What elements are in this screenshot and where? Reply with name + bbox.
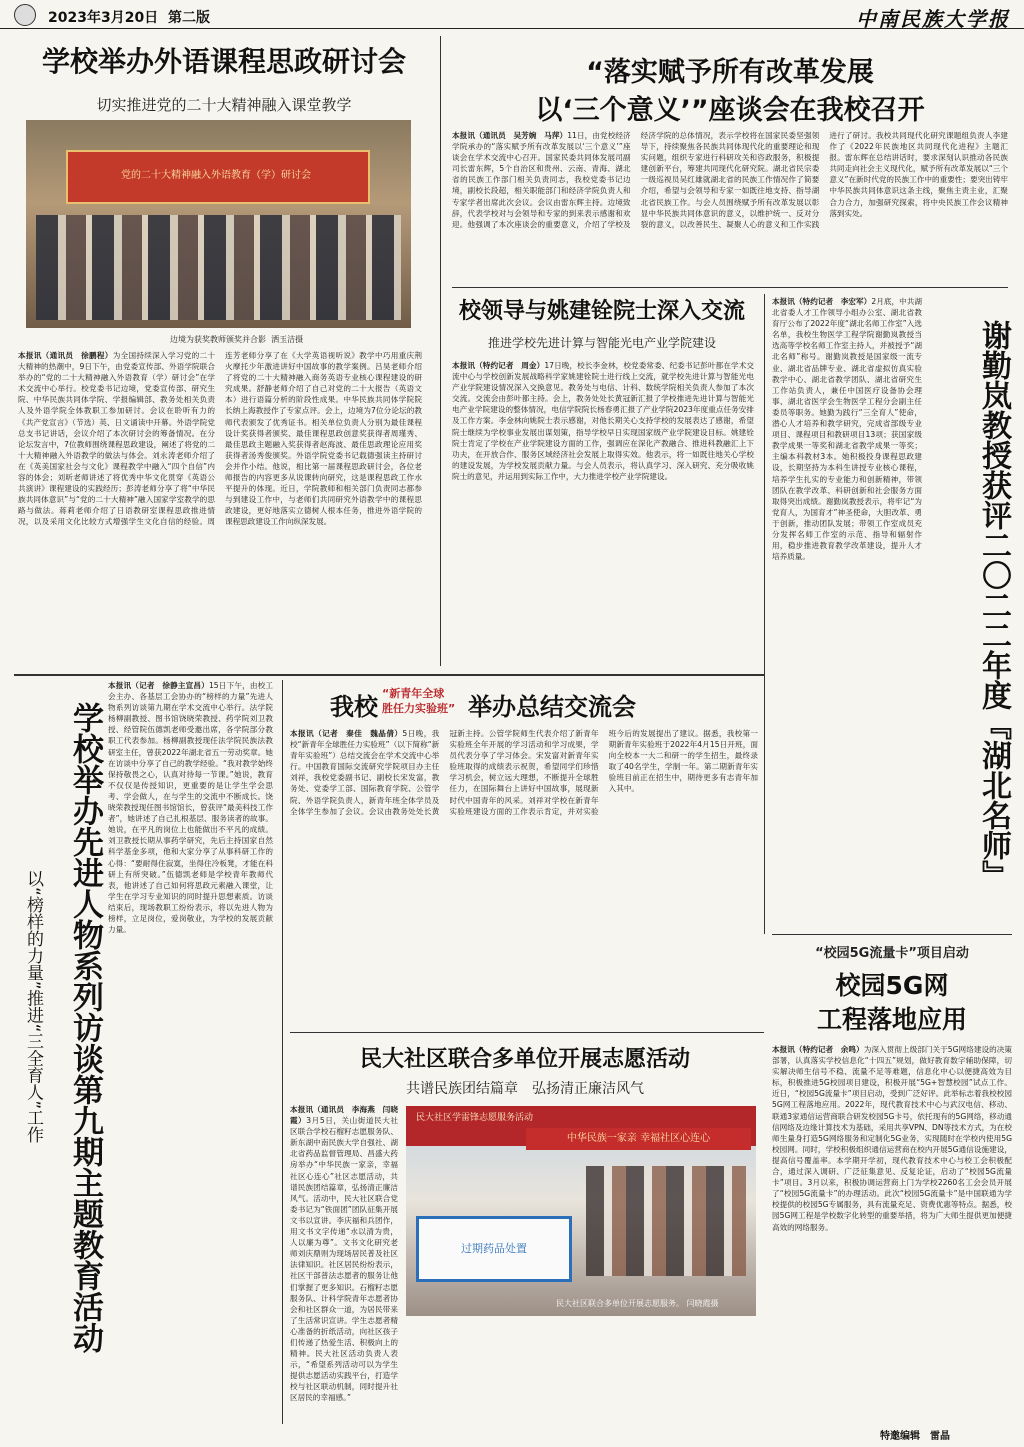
article2-byline: 本报讯（通讯员 吴芳婉 马萍） xyxy=(452,131,568,140)
column-divider xyxy=(764,294,765,934)
photo-people xyxy=(36,215,401,320)
article3-subtitle: 推进学校先进计算与智能光电产业学院建设 xyxy=(487,336,716,350)
article8-byline: 本报讯（特约记者 余鸣） xyxy=(772,1045,864,1054)
article1-body xyxy=(18,350,422,668)
article1-text: 为全国持续深入学习党的二十大精神的热潮中，9日下午，由党委宣传部、外语学院联合举办的“党的二十大精神融入外语教育（学）研讨会”在学术交流中心举行。校党委书记边境，党委宣传部、研究生院、中华民族共同体学院、学报编辑部、教务处相关负责人及外语学院全体教职工参加研讨。会议在聆听有力的《共产党宣言》（节选）英、日文诵读中开幕。外语学院党总支书记讲话，会议介绍了本次研讨会的筹备情况。在分论坛发言中，7位教师围绕课程思政建设，阐述了将党的二十大精神融入外语教学的做法与体会。刘永涛老师介绍了在《英美国家社会与文化》课程教学中融入“四个自信”内容的体会；刘昕老师讲述了将优秀中华文化贯穿《英语公共演讲》课程建设的实践经历；彭涛老师分享了将“中华民族共同体意识”与“党的二十大精神”融入国家学室教学的思路与做法。蒋莉老师介绍了日语教研室课程思政推进情况，以及采用文化比较方式增强学生文化自信的经验。周连芳老师分享了在《大学英语视听说》教学中巧用重庆荆火摩托少年激进讲好中国故事的教学案例。吕昊老师介绍了将党的二十大精神融入商务英语专业核心课程建设的研究成果。舒静老师介绍了自己对党的二十大报告（英语文本）进行语篇分析的阶段性成果。中华民族共同体学院院长纳上海教授作了专家点评。会上，边境为7位分论坛的教师代表颁发了优秀证书。相关单位负责人分别为最佳课程设计奖获得者颁奖、最佳课程思政创意奖获得者周瑾秀、最佳思政主题融入奖获得者赵海波、最佳思政理论应用奖获得者汤秀俊颁奖。外语学院党委书记载德强读主持研讨会并作小结。他说，相比第一届课程思政研讨会，各位老师报告的内容更多从说课转向研究，这是课程思政工作水平提升的体现。近日，学院教师和相关部门负责同志都参与到建设工作中，与老师们共同研究外语教学中的课程思政建设，更好地落实立德树人根本任务，推进外语学院的课程思政建设工作向纵深发展。 xyxy=(18,351,422,527)
article3-body xyxy=(452,360,754,662)
article3-title: 校领导与姚建铨院士深入交流 xyxy=(458,299,745,324)
article6-byline: 本报讯（记者 秦佳 魏晶倩） xyxy=(290,729,403,738)
article2-text: 11日，由党校经济学院承办的“落实赋予所有改革发展以‘三个意义’”座谈会在学术交流中心召开。国家民委共同体发展司副司长雷东辉，5个自治区和贵州、云南、青海、湖北省的民族工作部门相关负责同志，我校党委书记边境，副校长段超，相关职能部门和经济学院负责人和专家学者出席此次会议。会议由雷东辉主持。边境致辞，代表学校对与会领导和专家的到来表示感谢和欢迎。他强调了本次座谈会的重要意义，介绍了学校及经济学院的总体情况，表示学校将在国家民委坚强领导下，持续聚焦各民族共同体现代化的重要理论和现实问题，组织专家进行科研攻关和咨政服务，积极提建创新平台，筹建共同现代化研究院。湖北省民宗委一级巡视员吴红雄就湖北省的民族工作情况作了简要介绍，希望与会领导和专家一如既往地支持、指导湖北省民族工作。与会人员围绕赋予所有改革发展以彰显中华民族共同体意识的意义，以维护统一、反对分裂的意义，以改善民生、凝聚人心的意义和工作实践进行了研讨。我校共同现代化研究课题组负责人李建作了《2022年民族地区共同现代化进程》主题汇报。雷东辉在总结讲话时，要求深刻认识推动各民族共同走向社会主义现代化，赋予所有改革发展以“三个意义”在新时代党的民族工作中的重要性；要突出铸牢中华民族共同体意识这条主线，聚焦主责主业，汇聚合力合力，加强研究探索，将中央民族工作会议精神落到实处。 xyxy=(452,131,1008,229)
article6-body xyxy=(290,728,758,1028)
caption-text: 边境为获奖教师颁奖并合影 xyxy=(170,335,266,344)
photo-people xyxy=(586,1166,746,1276)
article1-photo-caption xyxy=(170,334,430,345)
article6-title-post: 举办总结交流会 xyxy=(468,693,636,721)
article5-body xyxy=(108,680,273,1424)
article3-text: 17日晚，校长李金林，校党委常委、纪委书记彭叶都在学术交流中心与学校创新发展战略科学家姚建铨院士进行线上交流，就学校先进计算与智能光电产业学院建设情况深入交换意见。教务处与电信、计科、数统学院相关负责人参加了本次交流。交流会由彭叶都主持。会上，教务处处长黄冠新汇报了学校推进先进计算与智能光电产业学院建设的整体情况，电信学院院长杨春勇汇报了产业学院2023年度重点任务安排及工作方案。李金林向姚院士表示感谢，对他长期关心支持学校的发展表达了感谢，希望院士继续为学校事业发展出谋划策，指导学校早日实现国家级产业学院建设目标。姚建铨院士肯定了学校在产业学院建设方面的工作，强调应在深化产教融合、推进科教融汇上下功夫，在开放合作、服务区域经济社会发展上取得实效。他表示，将一如既往地关心学校的建设发展，为学校发展贡献力量。与会人员表示，将认真学习、深入研究、充分吸收姚院士的意见，并运用到实际工作中，大力推进学校产业学院建设。 xyxy=(452,361,754,481)
article7-text: 3月5日，关山街道民大社区联合学校石榴籽志愿服务队、新东湖中南民族大学自强社、湖北省药品监督管理局、昌盛大药房举办“中华民族一家亲，幸福社区心连心”社区志愿活动，共谱民族团结篇章，弘扬清正廉洁风气。活动中，民大社区联合党委书记为“铁面团”团队征集开展文书以宣讲。李庆福和兵团作，用文书文字传递“水以清为贵，人以廉为尊”。文书文化研究老师刘庆鼎则为现场居民普及社区法律知识。社区居民纷纷表示，社区干部普法志愿者的服务让他们掌握了更多知识。石榴籽志愿服务队、计科学院青年志愿者协会和社区群众一道，为居民带来了生活常识宣讲。学生志愿者精心准备的折纸活动，向社区孩子们传递了热爱生活、积极向上的精神。民大社区活动负责人表示，“希望系列活动可以为学生提供志愿活动实践平台，打造学校与社区联动机制，同时提升社区居民的幸福感。” xyxy=(290,1116,398,1403)
column-divider xyxy=(440,36,441,666)
school-seal-icon xyxy=(14,4,36,26)
article7-subtitle: 共谱民族团结篇章 弘扬清正廉洁风气 xyxy=(406,1081,644,1097)
article7-title: 民大社区联合多单位开展志愿活动 xyxy=(359,1047,690,1072)
article3-byline: 本报讯（特约记者 周金） xyxy=(452,361,545,370)
article8-kicker: “校园5G流量卡”项目启动 xyxy=(815,946,969,961)
photo-card: 过期药品处置 xyxy=(416,1216,572,1282)
issue-date xyxy=(48,7,210,27)
article7-body xyxy=(290,1104,398,1424)
article5-title: 学校举办先进人物系列访谈第九期主题教育活动 xyxy=(67,702,103,1353)
photo-caption xyxy=(556,1298,719,1309)
article1-photo xyxy=(26,120,411,328)
article6-title-pre: 我校 xyxy=(330,693,378,721)
article5-text: 15日下午，由校工会主办、各基层工会协办的“榜样的力量”先进人物系列访谈第九期在学术交流中心举行。法学院杨柳副教授、图书馆饶晓荣教授、药学院刘卫教授、经管院伍德凯老师受邀出席，各学院部分教职工代表参加。杨柳副教授现任法学院民族法教研室主任，曾获2022年湖北省五一劳动奖章。她在访谈中分享了自己的教学经验。“我对教学始终保持敬畏之心，认真对待每一节课。”她说，教育不仅仅是传授知识，更重要的是让学生学会思考、学会做人，在与学生的交流中不断成长。饶晓荣教授现任图书馆馆长，曾获评“最美科技工作者”，她讲述了自己扎根基层、服务读者的故事。她说，在平凡的岗位上也能做出不平凡的成绩。刘卫教授长期从事药学研究，先后主持国家自然科学基金多项，他和大家分享了从事科研工作的心得：“要耐得住寂寞，坐得住冷板凳，才能在科研上有所突破。”伍德凯老师是学校青年教师代表，他讲述了自己如何将思政元素融入课堂，让学生在学习专业知识的同时提升思想素质。访谈结束后，现场教职工纷纷表示，将以先进人物为榜样，立足岗位，爱岗敬业，为学校的发展贡献力量。 xyxy=(108,681,273,935)
article7-photo xyxy=(406,1106,756,1316)
article6-text: 5日晚，我校“新青年全球胜任力实验班”（以下简称“新青年实验班”）总结交流会在学术交流中心举行。中国教育国际交流研究学院项目办主任刘祥，我校党委副书记、副校长宋发富，教务处、党委学工部、国际教育学院、公管学院、外语学院负责人，新青年班全体学员及全体学生参加了会议。会议由教务处处长黄冠新主持。公管学院师生代表介绍了新青年实验班全年开展的学习活动和学习成果，学员代表分享了学习体会。宋发富对新青年实验班取得的成绩表示祝贺，希望同学们珍惜学习机会，树立远大理想，不断提升全球胜任力，在国际舞台上讲好中国故事，展现新时代中国青年的风采。刘祥对学校在新青年实验班建设方面的工作表示肯定，并对实验班今后的发展提出了建议。据悉，我校第一期新青年实验班于2022年4月15日开班，面向全校本一大二和研一的学生招生，最终录取了40名学生，学制一年。第二期新青年实验班目前正在招生中，期待更多有志青年加入其中。 xyxy=(290,729,758,816)
photo-banner-text: 党的二十大精神融入外语教育（学）研讨会 xyxy=(121,170,311,181)
article2-body xyxy=(452,130,1008,280)
article6-title-small-2: 胜任力实验班” xyxy=(382,702,456,715)
article1-title: 学校举办外语课程思政研讨会 xyxy=(41,45,406,78)
article5-subtitle: 以“榜样的力量”推进“三全育人”工作 xyxy=(23,870,43,1144)
section-divider xyxy=(14,674,764,676)
footer-editor: 特邀编辑 雷晶 xyxy=(880,1431,950,1442)
article4-body xyxy=(772,296,922,930)
article8-title-line1: 校园5G网 xyxy=(835,971,949,1000)
section-divider xyxy=(290,1032,764,1033)
date-text: 2023年3月20日 xyxy=(48,10,159,26)
article7-byline: 本报讯（通讯员 李海燕 闫晓霞） xyxy=(290,1105,398,1126)
page-header xyxy=(0,0,1024,29)
article4-text: 2月底，中共湖北省委人才工作领导小组办公室、湖北省教育厅公布了2022年度“湖北名师工作室”入选名单，我校生物医学工程学院谢勤岚教授当选高等学校名师工作室主持人，并被授予“湖北名师”称号。谢勤岚教授是国家级一流专业、湖北省品牌专业、湖北省虚拟仿真实验教学中心、湖北省教学团队、湖北省研究生工作站负责人，兼任中国医疗设备协会理事、湖北省医学会生物医学工程分会副主任委员等职务。她勤为践行“三全育人”使命，潜心人才培养和教学研究，完成省部级专业项目、课程项目和教研项目13项；获国家级教学成果一等奖和湖北省教学成果一等奖；主编本科教材3本。她积极投身课程思政建设，长期坚持为本科生讲授专业核心课程，培养学生扎实的专业能力和创新精神，带领团队在教学改革、科研创新和社会服务方面取得突出成绩。谢勤岚教授表示，将牢记“为党育人，为国育才”神圣使命，大胆改革、勇于创新，推动团队发展；带领工作室成员充分发挥名师工作室的示范、指导和辐射作用，稳步推进教育教学改革建设，提升人才培养质量。 xyxy=(772,297,922,562)
caption-text: 民大社区联合多单位开展志愿服务。 xyxy=(556,1299,684,1308)
section-divider xyxy=(772,934,1012,935)
caption-credit: 洒玉洁摄 xyxy=(271,335,304,344)
masthead: 中南民族大学报 xyxy=(856,7,1010,31)
article8-body xyxy=(772,1044,1012,1420)
article5-byline: 本报讯（记者 徐静主宣昌） xyxy=(108,681,209,690)
column-divider xyxy=(282,680,283,1424)
article8-text: 为深入贯彻上级部门关于5G网络建设的决策部署，认真落实学校信息化“十四五”规划，做好教育数字辅助保障，切实解决师生信号不稳、流量不足等难题，信息化中心以便捷高效为目标，积极推进5G校园项目建设，积极开展“5G+智慧校园”试点工作。近日，“校园5G流量卡”项目启动，受到广泛好评。此举标志着我校校园5G网工程落地应用。2022年，现代教育技术中心与武汉电信、移动、联通3家通信运营商联合研发校园5G卡号，依托现有的5G网络，移动通信网络及边缘计算技术为基础，采用共享VPN、DN等技术方式，为在校师生量身打造5G网络服务和定制化5G业务，实现随时在学校内使用5G校园网。同时，学校积极组织通信运营商在校内开展5G通信设施建设，提高信号覆盖率。本学期开学初，现代教育技术中心与校工会积极配合，通过深入调研、广泛征集意见、反复论证，启动了“校园5G流量卡”项目。3月以来，积极协调运营商上门为学校2260名工会会员开展了“校园5G流量卡”的办理活动。此次“校园5G流量卡”是中国联通为学校提供的校园5G专属服务，具有流量充足、资费优惠等特点。据悉，校园5G网工程是学校数字化转型的重要举措，将为广大师生提供更加便捷高效的网络服务。 xyxy=(772,1045,1012,1232)
caption-credit: 闫晓霞摄 xyxy=(686,1299,719,1308)
article4-byline: 本报讯（特约记者 李宏军） xyxy=(772,297,872,306)
article2-title-line1: “落实赋予所有改革发展 xyxy=(586,57,874,88)
article8-title-line2: 工程落地应用 xyxy=(816,1005,967,1034)
article4-title: 谢勤岚教授获评二〇二二年度『湖北名师』 xyxy=(976,320,1011,890)
article1-subtitle: 切实推进党的二十大精神融入课堂教学 xyxy=(96,96,352,114)
section-divider xyxy=(452,287,1008,288)
article2-title-line2: 以‘三个意义’”座谈会在我校召开 xyxy=(535,95,925,126)
article6-title xyxy=(300,683,760,721)
photo-top-banner-text: 民大社区学雷锋志愿服务活动 xyxy=(416,1113,534,1123)
article1-byline: 本报讯（通讯员 徐鹏程） xyxy=(18,351,113,360)
photo-banner: 中华民族一家亲 幸福社区心连心 xyxy=(526,1128,751,1150)
article6-title-small-1: “新青年全球 xyxy=(382,687,445,700)
page-number: 第二版 xyxy=(167,10,210,26)
